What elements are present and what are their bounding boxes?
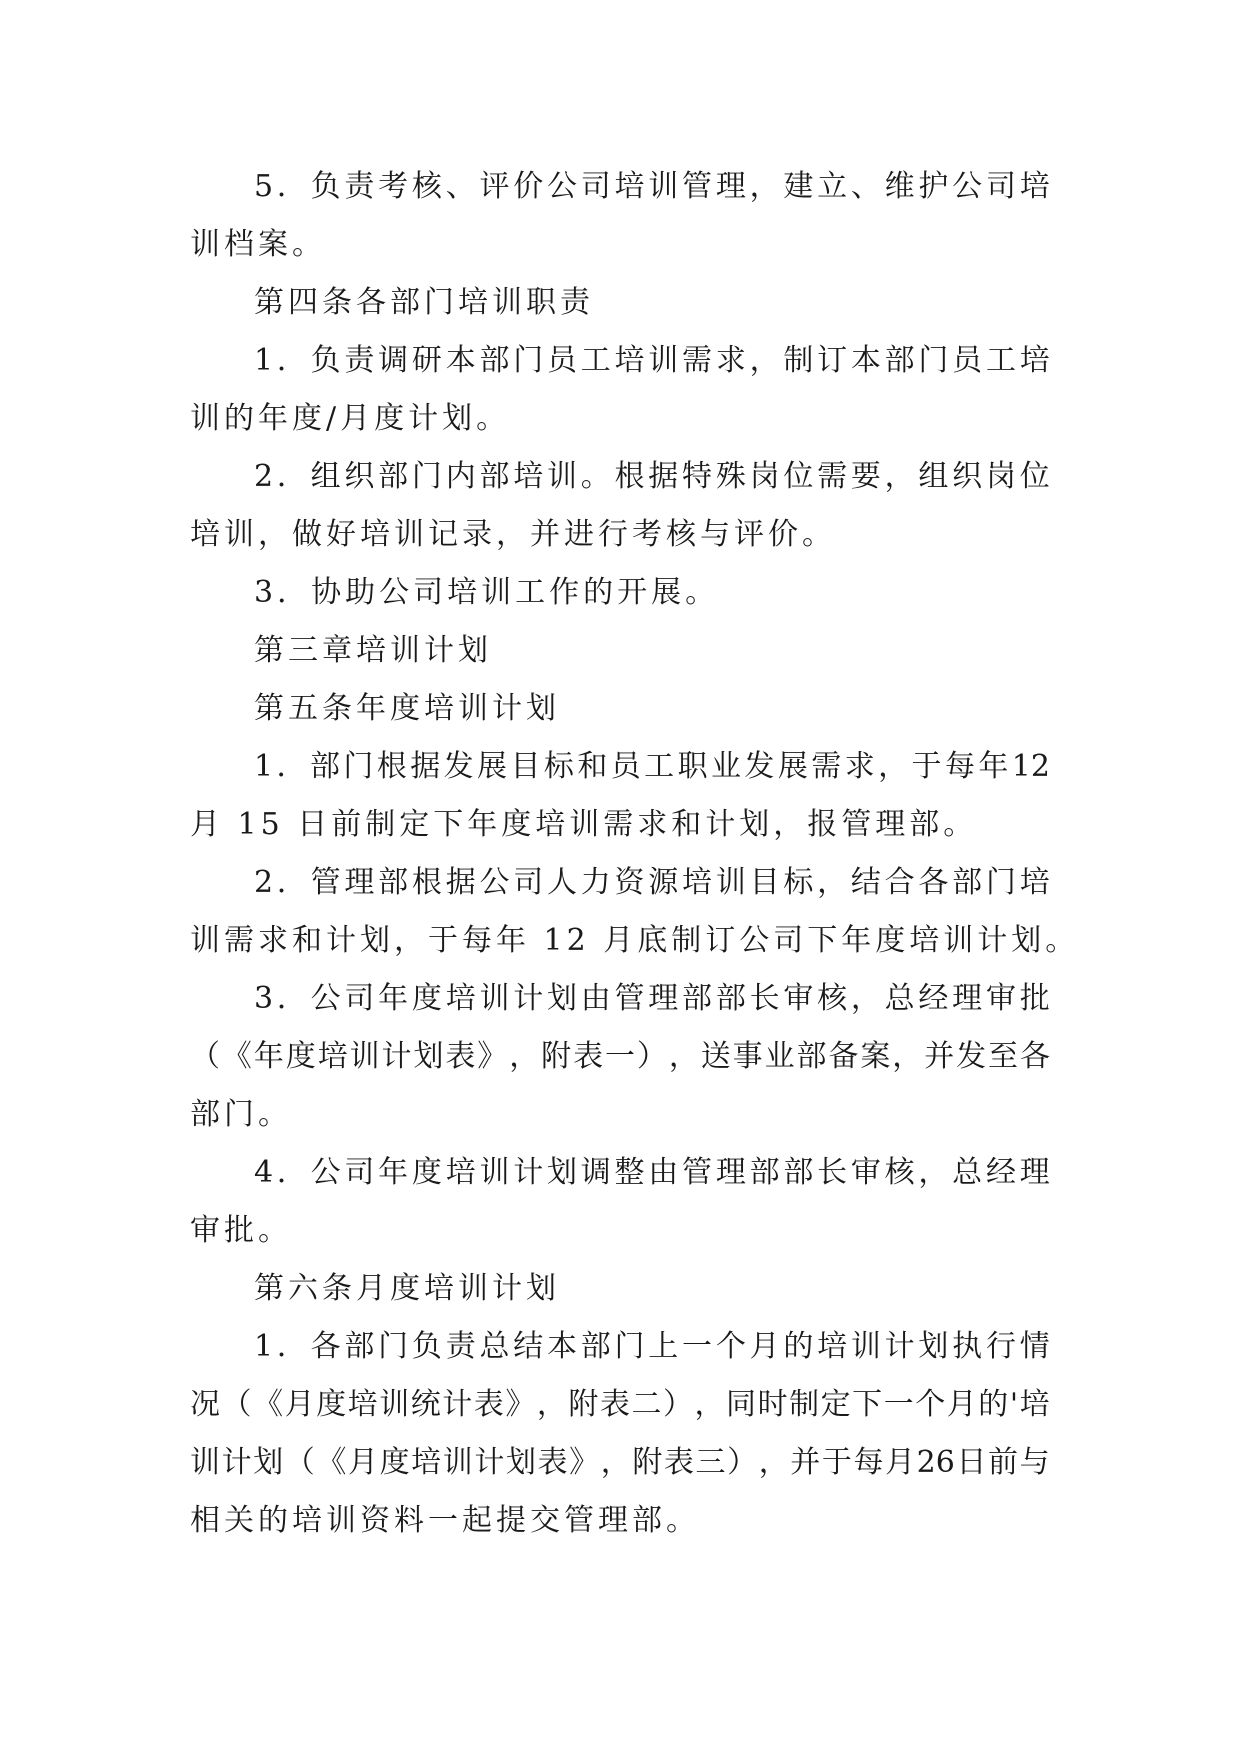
text-line: 训 计 划 （ 《 月 度 培 训 计 划 表 》 ， 附 表 三 ） ， 并 于 每 月 26 日 前 与 bbox=[190, 1445, 1050, 1480]
text-line: 第四条各部门培训职责 bbox=[254, 285, 594, 320]
text-line: 4 ． 公 司 年 度 培 训 计 划 调 整 由 管 理 部 部 长 审 核 ， 总 经 理 bbox=[254, 1155, 1050, 1190]
text-line: 训档案。 bbox=[190, 227, 326, 262]
text-line: 第五条年度培训计划 bbox=[254, 691, 560, 726]
text-line: 月 15 日前制定下年度培训需求和计划，报管理部。 bbox=[190, 807, 978, 842]
text-line: 2 ． 组 织 部 门 内 部 培 训 。 根 据 特 殊 岗 位 需 要 ， 组 织 岗 位 bbox=[254, 459, 1050, 494]
document-page bbox=[190, 158, 1080, 1550]
text-line: 审批。 bbox=[190, 1213, 292, 1248]
text-line: 部门。 bbox=[190, 1097, 292, 1132]
text-line: 1 ． 各 部 门 负 责 总 结 本 部 门 上 一 个 月 的 培 训 计 划 执 行 情 bbox=[254, 1329, 1050, 1364]
text-line: 1 ． 负 责 调 研 本 部 门 员 工 培 训 需 求 ， 制 订 本 部 门 员 工 培 bbox=[254, 343, 1050, 378]
text-line: 3 ． 公 司 年 度 培 训 计 划 由 管 理 部 部 长 审 核 ， 总 经 理 审 批 bbox=[254, 981, 1050, 1016]
text-line: 训的年度/月度计划。 bbox=[190, 401, 511, 436]
text-line: 相关的培训资料一起提交管理部。 bbox=[190, 1503, 700, 1538]
text-line: （ 《 年 度 培 训 计 划 表 》 ， 附 表 一 ） ， 送 事 业 部 备 案 ， 并 发 至 各 bbox=[190, 1039, 1050, 1074]
text-line: 2 ． 管 理 部 根 据 公 司 人 力 资 源 培 训 目 标 ， 结 合 各 部 门 培 bbox=[254, 865, 1050, 900]
text-line: 况 （ 《 月 度 培 训 统 计 表 》 ， 附 表 二 ） ， 同 时 制 定 下 一 个 月 的 ' 培 bbox=[190, 1387, 1050, 1422]
text-line: 5 ． 负 责 考 核 、 评 价 公 司 培 训 管 理 ， 建 立 、 维 护 公 司 培 bbox=[254, 169, 1050, 204]
text-line: 培训，做好培训记录，并进行考核与评价。 bbox=[190, 517, 836, 552]
text-line: 3．协助公司培训工作的开展。 bbox=[254, 575, 720, 610]
text-line: 1 ． 部 门 根 据 发 展 目 标 和 员 工 职 业 发 展 需 求 ， 于 每 年 12 bbox=[254, 749, 1050, 784]
text-line: 第三章培训计划 bbox=[254, 633, 492, 668]
text-line: 训需求和计划，于每年 12 月底制订公司下年度培训计划。 bbox=[190, 923, 1080, 958]
text-line: 第六条月度培训计划 bbox=[254, 1271, 560, 1306]
